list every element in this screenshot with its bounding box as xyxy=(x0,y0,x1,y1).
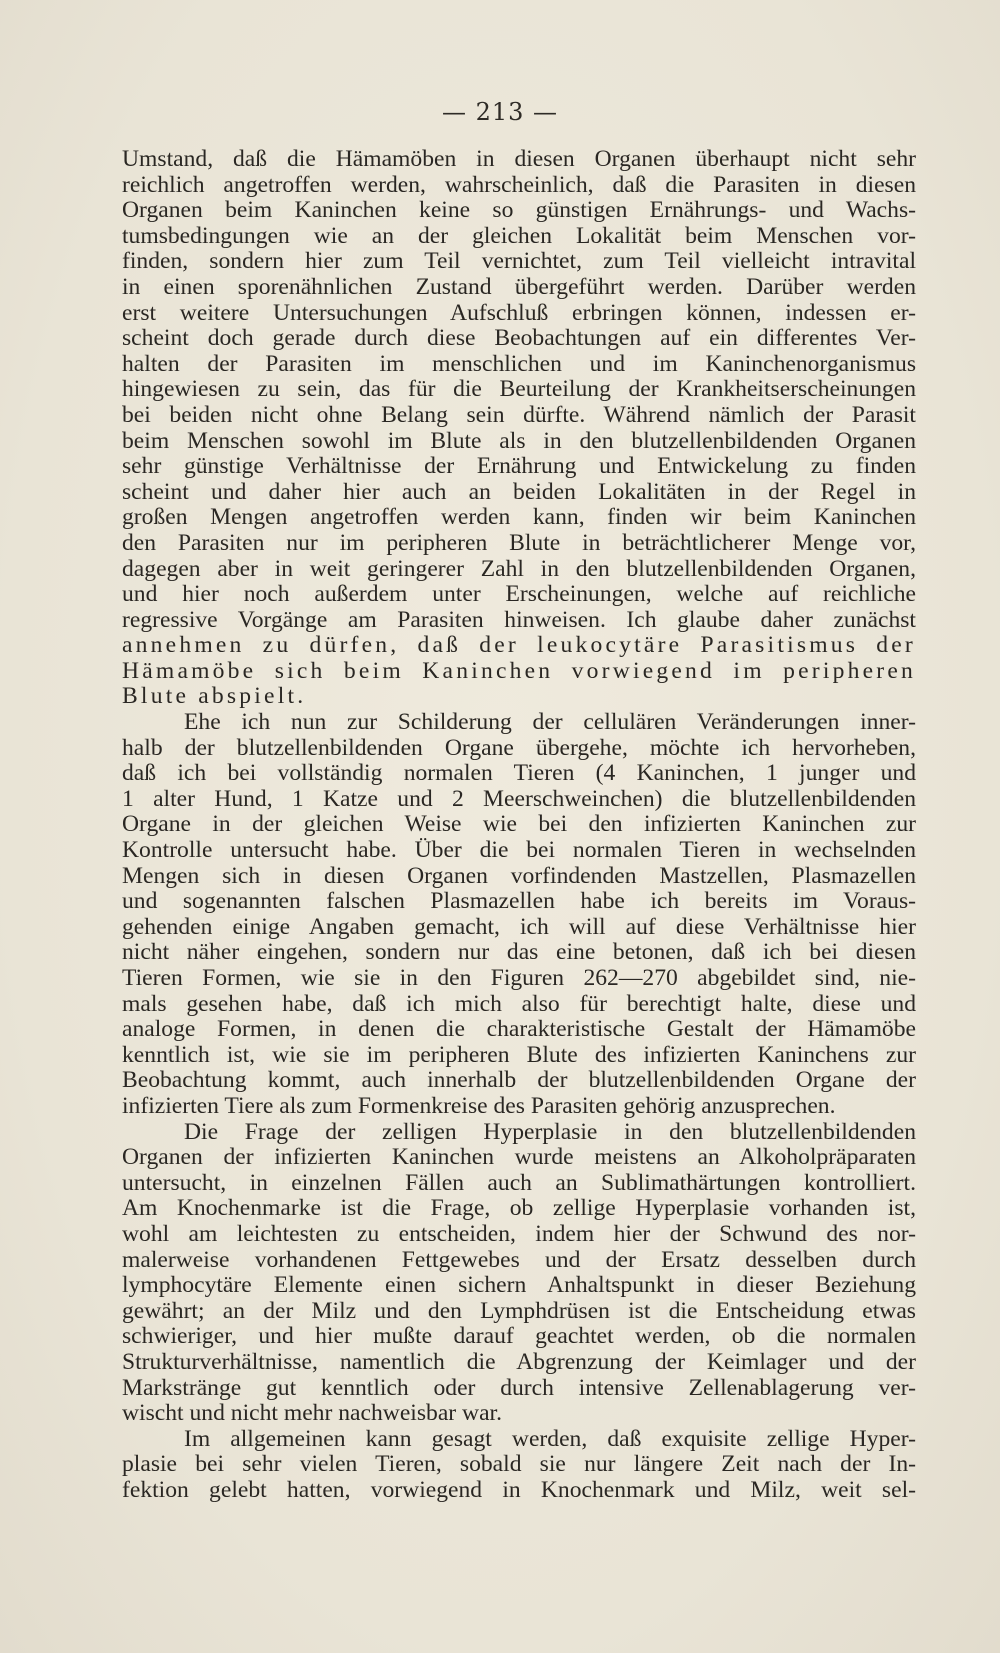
body-text xyxy=(122,147,916,1503)
text-line: lymphocytäre Elemente einen sichern Anhaltspunkt in dieser Beziehung xyxy=(122,1272,916,1299)
text-line: dagegen aber in weit geringerer Zahl in den blutzellenbildenden Organen, xyxy=(122,555,916,582)
text-line: daß ich bei vollständig normalen Tieren (4 Kaninchen, 1 junger und xyxy=(122,760,916,787)
text-line: analoge Formen, in denen die charakteristische Gestalt der Hämamöbe xyxy=(122,1016,916,1043)
text-line: 1 alter Hund, 1 Katze und 2 Meerschweinchen) die blutzellenbildenden xyxy=(122,785,916,812)
text-line: sehr günstige Verhältnisse der Ernährung und Entwickelung zu finden xyxy=(122,453,916,480)
text-line: regressive Vorgänge am Parasiten hinweisen. Ich glaube daher zunächst xyxy=(122,606,916,633)
text-line: Kontrolle untersucht habe. Über die bei normalen Tieren in wechselnden xyxy=(122,837,916,864)
text-line: fektion gelebt hatten, vorwiegend in Knochenmark und Milz, weit sel- xyxy=(122,1476,916,1503)
text-line: malerweise vorhandenen Fettgewebes und der Ersatz desselben durch xyxy=(122,1246,916,1273)
text-line: Beobachtung kommt, auch innerhalb der blutzellenbildenden Organe der xyxy=(122,1067,916,1094)
text-line: erst weitere Untersuchungen Aufschluß erbringen können, indessen er- xyxy=(122,299,916,326)
text-line: Markstränge gut kenntlich oder durch intensive Zellenablagerung ver- xyxy=(122,1374,916,1401)
page-number: — 213 — xyxy=(441,98,559,126)
text-line: gewährt; an der Milz und den Lymphdrüsen ist die Entscheidung etwas xyxy=(122,1297,916,1324)
text-line: halb der blutzellenbildenden Organe übergehe, möchte ich hervorheben, xyxy=(122,734,916,761)
text-line: nicht näher eingehen, sondern nur das eine betonen, daß ich bei diesen xyxy=(122,939,916,966)
text-line: finden, sondern hier zum Teil vernichtet, zum Teil vielleicht intravital xyxy=(122,248,916,275)
text-line: scheint und daher hier auch an beiden Lokalitäten in der Regel in xyxy=(122,478,916,505)
text-line: Strukturverhältnisse, namentlich die Abgrenzung der Keimlager und der xyxy=(122,1348,916,1375)
text-line: wischt und nicht mehr nachweisbar war. xyxy=(122,1400,503,1427)
text-line: und hier noch außerdem unter Erscheinungen, welche auf reichliche xyxy=(122,581,916,608)
text-line: tumsbedingungen wie an der gleichen Lokalität beim Menschen vor- xyxy=(122,222,916,249)
text-line: scheint doch gerade durch diese Beobachtungen auf ein differentes Ver- xyxy=(122,325,916,352)
text-line: Tieren Formen, wie sie in den Figuren 262—270 abgebildet sind, nie- xyxy=(122,965,916,991)
text-line: Im allgemeinen kann gesagt werden, daß exquisite zellige Hyper- xyxy=(184,1425,916,1452)
text-line: Mengen sich in diesen Organen vorfindenden Mastzellen, Plasmazellen xyxy=(122,862,916,889)
text-line: untersucht, in einzelnen Fällen auch an Sublimathärtungen kontrolliert. xyxy=(122,1169,916,1196)
text-line: beim Menschen sowohl im Blute als in den blutzellenbildenden Organen xyxy=(122,427,916,454)
text-line: halten der Parasiten im menschlichen und im Kaninchenorganismus xyxy=(122,350,916,377)
text-line: reichlich angetroffen werden, wahrscheinlich, daß die Parasiten in diesen xyxy=(122,171,916,198)
text-line: den Parasiten nur im peripheren Blute in beträchtlicherer Menge vor, xyxy=(122,529,916,556)
text-line: plasie bei sehr vielen Tieren, sobald sie nur längere Zeit nach der In- xyxy=(122,1451,916,1478)
text-line: kenntlich ist, wie sie im peripheren Blute des infizierten Kaninchens zur xyxy=(122,1041,916,1068)
text-line: in einen sporenähnlichen Zustand übergeführt werden. Darüber werden xyxy=(122,273,916,300)
text-line: Ehe ich nun zur Schilderung der cellulären Veränderungen inner- xyxy=(184,709,916,736)
text-line: bei beiden nicht ohne Belang sein dürfte. Während nämlich der Parasit xyxy=(122,401,916,428)
text-line: mals gesehen habe, daß ich mich also für berechtigt halte, diese und xyxy=(122,990,916,1017)
text-line: Organen der infizierten Kaninchen wurde meistens an Alkoholpräparaten xyxy=(122,1144,916,1171)
text-line: Organe in der gleichen Weise wie bei den infizierten Kaninchen zur xyxy=(122,811,916,838)
text-line: hingewiesen zu sein, das für die Beurteilung der Krankheitserscheinungen xyxy=(122,376,916,403)
text-line: Blute abspielt. xyxy=(122,683,307,710)
text-line: Am Knochenmarke ist die Frage, ob zellige Hyperplasie vorhanden ist, xyxy=(122,1195,916,1222)
text-line: Hämamöbe sich beim Kaninchen vorwiegend im peripheren xyxy=(122,657,916,684)
text-line: gehenden einige Angaben gemacht, ich will auf diese Verhältnisse hier xyxy=(122,913,916,940)
text-line: und sogenannten falschen Plasmazellen habe ich bereits im Voraus- xyxy=(122,888,916,915)
text-line: annehmen zu dürfen, daß der leukocytäre Parasitismus der xyxy=(122,632,916,659)
text-line: Umstand, daß die Hämamöben in diesen Organen überhaupt nicht sehr xyxy=(122,146,916,172)
text-line: wohl am leichtesten zu entscheiden, indem hier der Schwund des nor- xyxy=(122,1220,916,1247)
text-line: infizierten Tiere als zum Formenkreise des Parasiten gehörig anzusprechen. xyxy=(122,1092,836,1119)
text-line: Organen beim Kaninchen keine so günstigen Ernährungs- und Wachs- xyxy=(122,197,916,224)
text-line: Die Frage der zelligen Hyperplasie in den blutzellenbildenden xyxy=(184,1118,916,1145)
text-line: großen Mengen angetroffen werden kann, finden wir beim Kaninchen xyxy=(122,504,916,531)
text-line: schwieriger, und hier mußte darauf geachtet werden, ob die normalen xyxy=(122,1323,916,1350)
